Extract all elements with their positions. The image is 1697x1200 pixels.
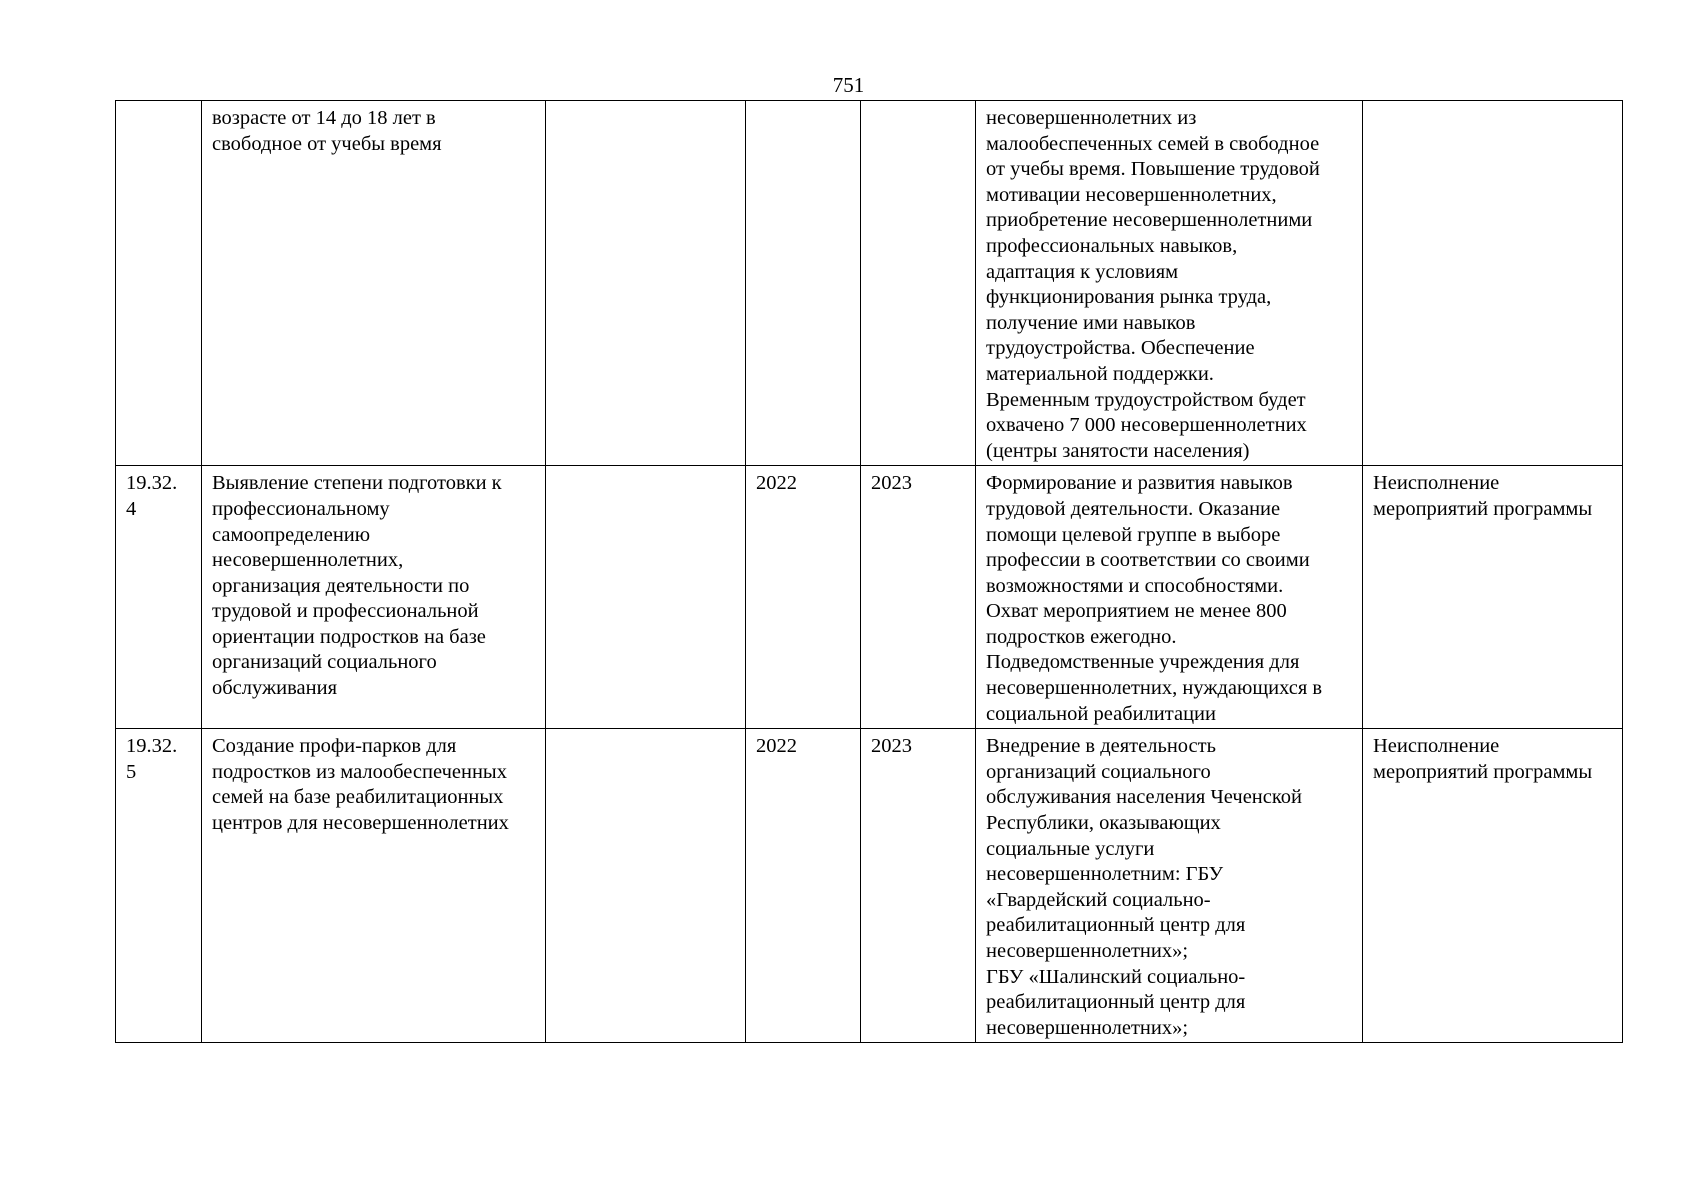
measures-table: [115, 100, 1623, 1043]
table-row: [116, 466, 1623, 729]
cell-start-year: 2022: [746, 729, 861, 1043]
cell-number: 19.32. 5: [116, 729, 202, 1043]
cell-risk: Неисполнение мероприятий программы: [1363, 729, 1623, 1043]
table-row: [116, 729, 1623, 1043]
cell-executor: [546, 466, 746, 729]
cell-executor: [546, 729, 746, 1043]
cell-end-year: [861, 101, 976, 466]
cell-result: Внедрение в деятельность организаций социального обслуживания населения Чеченской Республики, оказывающих социальные услуги несовершеннолетним: ГБУ «Гвардейский социально- реабилитационный центр для несовершеннолетних»; ГБУ «Шалинский социально- реабилитационный центр для несовершеннолетних»;: [976, 729, 1363, 1043]
cell-result: несовершеннолетних из малообеспеченных семей в свободное от учебы время. Повышение трудовой мотивации несовершеннолетних, приобретение несовершеннолетними профессиональных навыков, адаптация к условиям функционирования рынка труда, получение ими навыков трудоустройства. Обеспечение материальной поддержки. Временным трудоустройством будет охвачено 7 000 несовершеннолетних (центры занятости населения): [976, 101, 1363, 466]
cell-start-year: 2022: [746, 466, 861, 729]
cell-end-year: 2023: [861, 729, 976, 1043]
cell-end-year: 2023: [861, 466, 976, 729]
cell-risk: [1363, 101, 1623, 466]
cell-risk: Неисполнение мероприятий программы: [1363, 466, 1623, 729]
cell-activity: возрасте от 14 до 18 лет в свободное от учебы время: [202, 101, 546, 466]
cell-start-year: [746, 101, 861, 466]
cell-number: [116, 101, 202, 466]
table-row: [116, 101, 1623, 466]
cell-number: 19.32. 4: [116, 466, 202, 729]
cell-result: Формирование и развития навыков трудовой деятельности. Оказание помощи целевой группе в выборе профессии в соответствии со своими возможностями и способностями. Охват мероприятием не менее 800 подростков ежегодно. Подведомственные учреждения для несовершеннолетних, нуждающихся в социальной реабилитации: [976, 466, 1363, 729]
cell-executor: [546, 101, 746, 466]
cell-activity: Создание профи-парков для подростков из малообеспеченных семей на базе реабилитационных центров для несовершеннолетних: [202, 729, 546, 1043]
cell-activity: Выявление степени подготовки к профессиональному самоопределению несовершеннолетних, организация деятельности по трудовой и профессиональной ориентации подростков на базе организаций социального обслуживания: [202, 466, 546, 729]
page-number: 751: [832, 73, 865, 97]
